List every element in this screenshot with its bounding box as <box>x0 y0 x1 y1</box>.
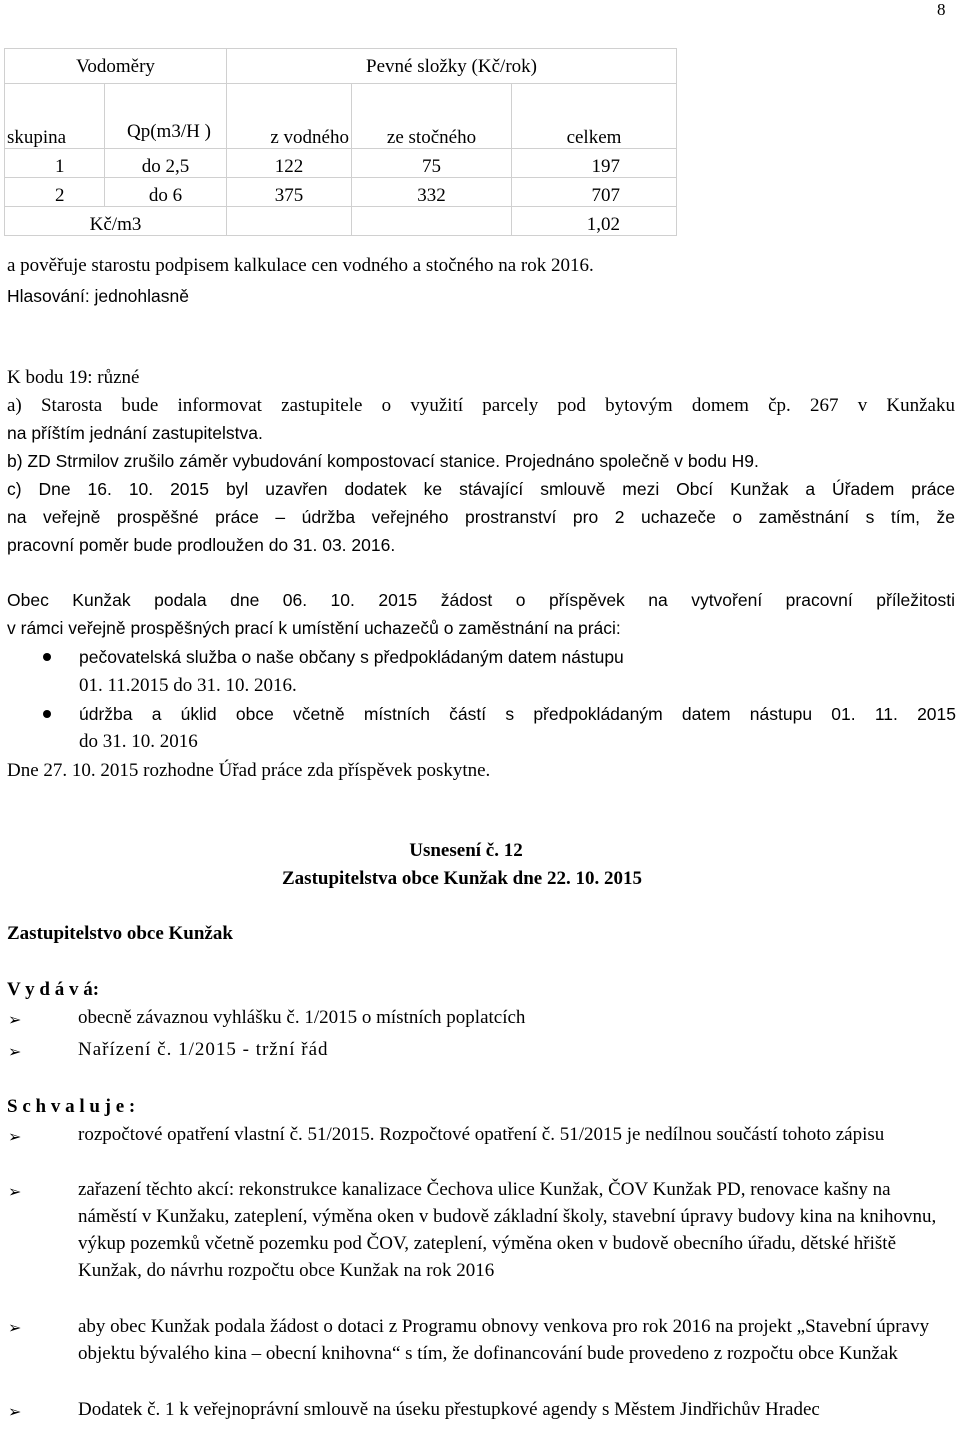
table-cell: do 2,5 <box>105 149 227 178</box>
table-cell-kc-value: 1,02 <box>512 207 677 236</box>
list-item: údržba a úklid obce včetně místních částí s předpokládaným datem nástupu 01. 11. 2015 <box>79 704 956 724</box>
text-line: a) Starosta bude informovat zastupitele o využití parcely pod bytovým domem čp. 267 v Kunžaku <box>7 395 955 416</box>
text-line: na příštím jednání zastupitelstva. <box>7 423 263 443</box>
list-item: zařazení těchto akcí: rekonstrukce kanalizace Čechova ulice Kunžak, ČOV Kunžak PD, renovace kašny na náměstí v Kunžaku, zateplení, výměna oken v budově základní školy, stavební úpravy budovy kina na knihovnu, výkup pozemků včetně pozemku pod ČOV, zateplení, výměna oken v budově obecního úřadu, dětské hřiště Kunžak, do návrhu rozpočtu obce Kunžak na rok 2016 <box>78 1179 937 1281</box>
table-cell-kc-label: Kč/m3 <box>5 207 227 236</box>
table-row <box>5 207 677 236</box>
table-cell: 707 <box>512 178 677 207</box>
section-heading: K bodu 19: různé <box>7 367 140 388</box>
bullet-dot-icon <box>43 710 51 718</box>
arrow-bullet-icon: ➢ <box>8 1182 22 1201</box>
table-cell: 122 <box>227 149 352 178</box>
table-header-qp: Qp(m3/H ) <box>105 84 227 149</box>
table-header-z-vodneho: z vodného <box>227 84 352 149</box>
page-number: 8 <box>937 0 946 19</box>
text-line: Obec Kunžak podala dne 06. 10. 2015 žádost o příspěvek na vytvoření pracovní příležitosti <box>7 590 955 610</box>
list-item: do 31. 10. 2016 <box>79 731 198 752</box>
list-item: pečovatelská služba o naše občany s předpokládaným datem nástupu <box>79 647 624 667</box>
table-cell: 375 <box>227 178 352 207</box>
text-line: Dne 27. 10. 2015 rozhodne Úřad práce zda příspěvek poskytne. <box>7 760 491 781</box>
list-item: aby obec Kunžak podala žádost o dotaci z Programu obnovy venkova pro rok 2016 na projekt „Stavební úpravy objektu bývalého kina – obecní knihovna“ s tím, že dofinancování bude provedeno z rozpočtu obce Kunžak <box>78 1316 930 1364</box>
text-line: v rámci veřejně prospěšných prací k umístění uchazečů o zaměstnání na práci: <box>7 618 621 638</box>
arrow-bullet-icon: ➢ <box>8 1402 22 1421</box>
table-cell: do 6 <box>105 178 227 207</box>
table-cell: 2 <box>5 178 105 207</box>
table-header-celkem: celkem <box>512 84 677 149</box>
text-line: b) ZD Strmilov zrušilo záměr vybudování kompostovací stanice. Projednáno společně v bodu H9. <box>7 451 759 471</box>
arrow-bullet-icon: ➢ <box>8 1010 22 1029</box>
table-row <box>5 149 677 178</box>
text-line: pracovní poměr bude prodloužen do 31. 03. 2016. <box>7 535 396 555</box>
text-line: Hlasování: jednohlasně <box>7 286 189 306</box>
bullet-dot-icon <box>43 653 51 661</box>
table-cell: 332 <box>352 178 512 207</box>
resolution-title: Usnesení č. 12 <box>409 840 523 861</box>
schvaluje-heading: S c h v a l u j e : <box>7 1096 136 1117</box>
list-item: rozpočtové opatření vlastní č. 51/2015. Rozpočtové opatření č. 51/2015 je nedílnou součástí tohoto zápisu <box>78 1124 885 1145</box>
table-header-pevne-slozky: Pevné složky (Kč/rok) <box>227 49 677 84</box>
list-item: 01. 11.2015 do 31. 10. 2016. <box>79 675 297 696</box>
table-cell: 197 <box>512 149 677 178</box>
table-row <box>5 178 677 207</box>
resolution-subtitle: Zastupitelstva obce Kunžak dne 22. 10. 2015 <box>282 868 642 889</box>
text-line: c) Dne 16. 10. 2015 byl uzavřen dodatek ke stávající smlouvě mezi Obcí Kunžak a Úřadem práce <box>7 479 955 499</box>
arrow-bullet-icon: ➢ <box>8 1318 22 1337</box>
table-cell: 1 <box>5 149 105 178</box>
text-line: a pověřuje starostu podpisem kalkulace cen vodného a stočného na rok 2016. <box>7 255 594 276</box>
fee-table <box>4 48 677 236</box>
vydava-heading: V y d á v á: <box>7 979 100 1000</box>
arrow-bullet-icon: ➢ <box>8 1042 22 1061</box>
table-header-skupina: skupina <box>5 84 105 149</box>
table-header-vodomery: Vodoměry <box>5 49 227 84</box>
list-item: Nařízení č. 1/2015 - tržní řád <box>78 1039 329 1060</box>
list-item: obecně závaznou vyhlášku č. 1/2015 o místních poplatcích <box>78 1007 526 1028</box>
table-cell: 75 <box>352 149 512 178</box>
table-header-ze-stocneho: ze stočného <box>352 84 512 149</box>
text-line: na veřejně prospěšné práce – údržba veřejného prostranství pro 2 uchazeče o zaměstnání s tím, že <box>7 507 955 527</box>
list-item: Dodatek č. 1 k veřejnoprávní smlouvě na úseku přestupkové agendy s Městem Jindřichův Hradec <box>78 1399 820 1420</box>
arrow-bullet-icon: ➢ <box>8 1127 22 1146</box>
council-name: Zastupitelstvo obce Kunžak <box>7 923 233 944</box>
